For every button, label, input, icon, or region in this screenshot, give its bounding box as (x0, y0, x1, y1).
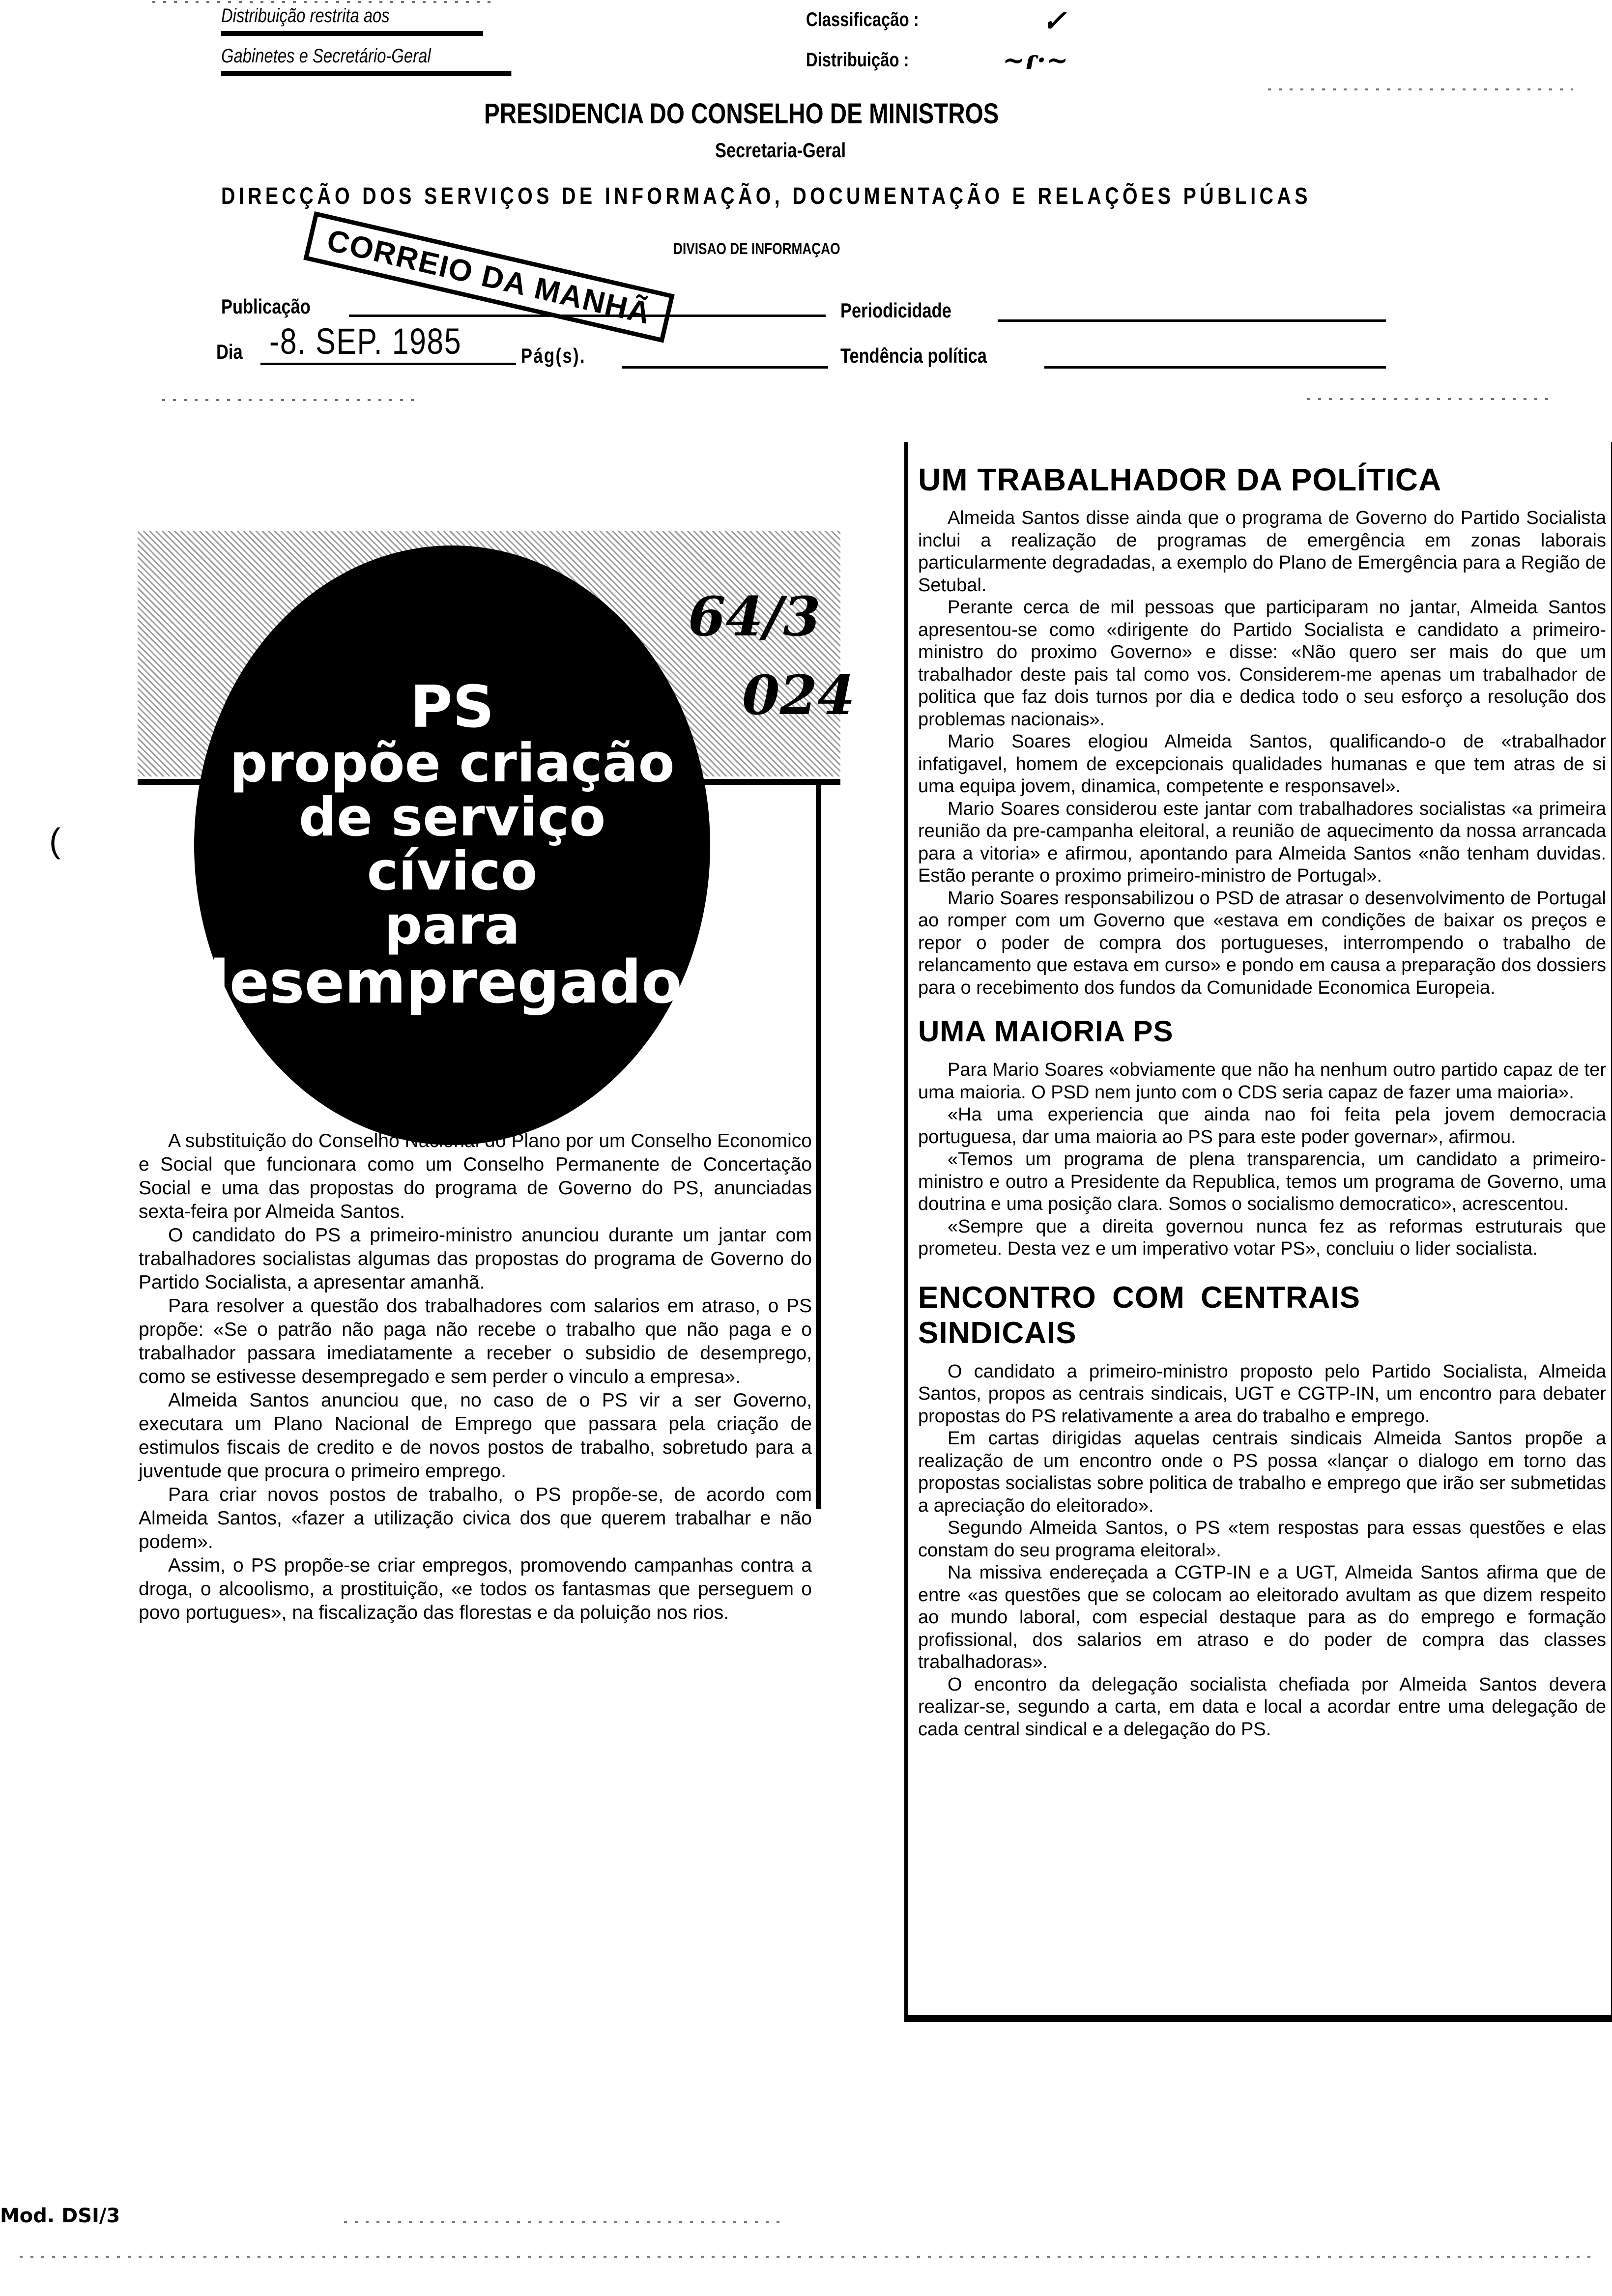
section-heading: UM TRABALHADOR DA POLÍTICA (918, 462, 1442, 497)
article-paragraph: Na missiva endereçada a CGTP-IN e a UGT, Almeida Santos afirma que de entre «as questões que se colocam ao eleitorado avultam as que dizem respeito ao mundo laboral, com especial destaque para as do emprego e formação profissional, dos salarios em atraso e do poder de compra das classes trabalhadoras». (918, 1562, 1606, 1672)
day-value-stamp: -8. SEP. 1985 (269, 321, 462, 362)
main-article (0, 516, 875, 1695)
scan-noise-bottom-2 (344, 2221, 786, 2223)
directorate-title: DIRECÇÃO DOS SERVIÇOS DE INFORMAÇÃO, DOCUMENTAÇÃO E RELAÇÕES PÚBLICAS (221, 183, 1311, 209)
article-paragraph: «Ha uma experiencia que ainda nao foi feita pela jovem democracia portuguesa, dar uma maioria ao PS para este poder governar», afirmou. (918, 1104, 1606, 1148)
scan-noise-bottom (20, 2256, 1592, 2258)
headline-line: desempregados (187, 948, 718, 1017)
article-paragraph: Para criar novos postos de trabalho, o PS propõe-se, de acordo com Almeida Santos, «fazer a utilização civica dos que querem trabalhar e não podem». (139, 1484, 812, 1552)
right-column-body (918, 442, 1606, 1741)
pages-label: Pág(s). (521, 344, 586, 367)
publication-field[interactable] (349, 315, 826, 317)
headline-line: para (384, 895, 520, 957)
scan-noise-right (1268, 88, 1573, 90)
org-subtitle: Secretaria-Geral (715, 139, 846, 162)
distribution-to-label: Gabinetes e Secretário-Geral (221, 45, 511, 76)
day-field[interactable] (260, 363, 516, 365)
headline-line: de serviço (298, 786, 606, 848)
headline-circle (187, 545, 718, 1145)
checkmark-icon: ✓ (1042, 4, 1067, 38)
handwritten-annotation: 64/3 (688, 585, 821, 648)
form-header (0, 0, 1612, 393)
right-column (904, 442, 1612, 2022)
distribution-restricted-label: Distribuição restrita aos (221, 5, 483, 36)
form-code: Mod. DSI/3 (0, 2205, 120, 2227)
headline-line: propõe criação (230, 732, 675, 794)
periodicity-label: Periodicidade (840, 299, 951, 322)
tendency-field[interactable] (1044, 366, 1386, 369)
scan-noise-left (162, 399, 418, 401)
handwritten-number: 024 (742, 663, 855, 727)
tendency-label: Tendência política (840, 344, 987, 367)
scan-noise-top (152, 1, 496, 3)
article-right-border (816, 781, 821, 1509)
article-paragraph: Perante cerca de mil pessoas que participaram no jantar, Almeida Santos apresentou-se como «dirigente do Partido Socialista e candidato a primeiro-ministro do proximo Governo» e disse: «Não quero ser mais do que um trabalhador deste pais tal como vos. Considerem-me apenas um trabalhador de politica que faz dois turnos por dia e dedica todo o seu esforço a resolução dos problemas nacionais». (918, 597, 1606, 730)
distribution-label: Distribuição : (806, 49, 909, 71)
classification-label: Classificação : (806, 9, 919, 30)
org-title: PRESIDENCIA DO CONSELHO DE MINISTROS (484, 98, 999, 130)
article-paragraph: O candidato a primeiro-ministro proposto pelo Partido Socialista, Almeida Santos, propos as centrais sindicais, UGT e CGTP-IN, um encontro para debater propostas do PS relativamente a area do trabalho e emprego. (918, 1361, 1606, 1427)
article-paragraph: Almeida Santos disse ainda que o programa de Governo do Partido Socialista inclui a realização de programas de emergência em zonas laborais particularmente degradadas, a exemplo do Plano de Emergência para a Região de Setubal. (918, 508, 1606, 596)
main-article-body (139, 1129, 812, 1625)
article-paragraph: Mario Soares elogiou Almeida Santos, qualificando-o de «trabalhador infatigavel, homem de excepcionais qualidades humanas e que tem atras de si uma equipa jovem, dinamica, competente e responsavel». (918, 731, 1606, 797)
publication-stamp: CORREIO DA MANHÃ (303, 211, 674, 343)
article-paragraph: Segundo Almeida Santos, o PS «tem respostas para essas questões e elas constam do seu programa eleitoral». (918, 1518, 1606, 1561)
division-label: DIVISAO DE INFORMAÇAO (673, 240, 840, 258)
article-paragraph: Para Mario Soares «obviamente que não ha nenhum outro partido capaz de ter uma maioria. O PSD nem junto com o CDS seria capaz de fazer uma maioria». (918, 1060, 1606, 1103)
article-paragraph: «Temos um programa de plena transparencia, um candidato a primeiro-ministro e outro a Presidente da Republica, temos um programa de Governo, uma doutrina e uma posição clara. Somos o socialismo democratico», acrescentou. (918, 1149, 1606, 1214)
article-paragraph: O candidato do PS a primeiro-ministro anunciou durante um jantar com trabalhadores socialistas algumas das propostas do programa de Governo do Partido Socialista, a apresentar amanhã. (139, 1225, 812, 1293)
article-paragraph: «Sempre que a direita governou nunca fez as reformas estruturais que prometeu. Desta vez e um imperativo votar PS», concluiu o lider socialista. (918, 1216, 1606, 1259)
section-heading: UMA MAIORIA PS (918, 1015, 1174, 1048)
scan-noise-right-2 (1307, 398, 1553, 400)
article-paragraph: Para resolver a questão dos trabalhadores com salarios em atraso, o PS propõe: «Se o patrão não paga não recebe o trabalho que não paga e o trabalhador passara imediatamente a receber o subsidio de desemprego, como se estivesse desempregado e sem perder o vinculo a empresa». (139, 1295, 812, 1387)
article-paragraph: Almeida Santos anunciou que, no caso de o PS vir a ser Governo, executara um Plano Nacional de Emprego que passara pela criação de estimulos fiscais de credito e de novos postos de trabalho, sobretudo para a juventude que procura o primeiro emprego. (139, 1390, 812, 1482)
article-paragraph: Em cartas dirigidas aquelas centrais sindicais Almeida Santos propõe a realização de um encontro onde o PS possa «lançar o dialogo em torno das propostas socialistas sobre politica de trabalho e emprego que irão ser submetidas a apreciação do eleitorado». (918, 1428, 1606, 1516)
handwritten-scribble-icon: ~ɾ·~ (1003, 44, 1068, 76)
article-paragraph: O encontro da delegação socialista chefiada por Almeida Santos devera realizar-se, segundo a carta, em data e local a acordar entre uma delegação de cada central sindical e a delegação do PS. (918, 1674, 1606, 1740)
day-label: Dia (216, 340, 243, 363)
margin-mark: ( (49, 821, 61, 860)
article-paragraph: Mario Soares considerou este jantar com trabalhadores socialistas «a primeira reunião da pre-campanha eleitoral, a reunião de aquecimento da nossa arrancada para a vitoria» e afirmou, apontando para Almeida Santos «não tenham duvidas. Estão perante o proximo primeiro-ministro de Portugal». (918, 798, 1606, 886)
headline-line: cívico (367, 840, 538, 902)
periodicity-field[interactable] (998, 319, 1386, 322)
article-paragraph: A substituição do Conselho Nacional do Plano por um Conselho Economico e Social que funcionara como um Conselho Permanente de Concertação Social e uma das propostas do programa de Governo do PS, anunciadas sexta-feira por Almeida Santos. (139, 1130, 812, 1222)
publication-label: Publicação (221, 295, 311, 318)
article-paragraph: Mario Soares responsabilizou o PSD de atrasar o desenvolvimento de Portugal ao romper com um Governo que «estava em condições de baixar os preços e repor o poder de compra dos portugueses, interrompendo o trabalho de relancamento que estava em curso» e pondo em causa a preparação dos dossiers para o recebimento dos fundos da Comunidade Economica Europeia. (918, 888, 1606, 998)
headline-line: PS (410, 673, 494, 741)
article-paragraph: Assim, o PS propõe-se criar empregos, promovendo campanhas contra a droga, o alcoolismo, a prostituição, «e todos os fantasmas que perseguem o povo portugues», na fiscalização das florestas e da poluição nos rios. (139, 1555, 812, 1623)
pages-field[interactable] (622, 366, 828, 369)
section-heading: ENCONTRO COM CENTRAIS SINDICAIS (918, 1280, 1360, 1350)
